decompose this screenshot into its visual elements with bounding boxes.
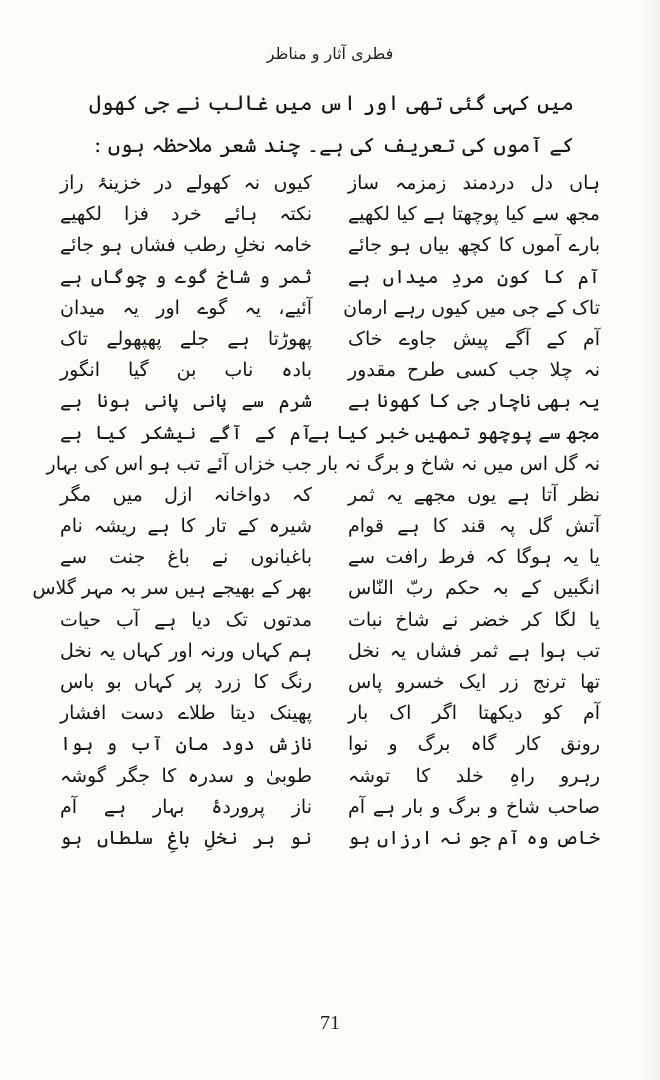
verse-line: مجھ سے پوچھو تمھیں خبر کیا ہے: [307, 421, 600, 444]
verse-line: صاحب شاخ و برگ و بار ہے آم: [348, 795, 600, 818]
verse-line: رنگ کا زرد پر کہاں بو باس: [60, 671, 312, 693]
verse-line: ثمر و شاخ گوے و چوگاں ہے: [60, 265, 312, 288]
verse-line: کہ دواخانہ ازل میں مگر: [60, 483, 312, 506]
page-gutter-shadow: [642, 0, 660, 1080]
verse-line: یا لگا کر خضر نے شاخ نبات: [348, 608, 600, 631]
verse-line: تب ہوا ہے ثمر فشاں یہ نخل: [348, 639, 600, 662]
verse-line: باغبانوں نے باغ جنت سے: [60, 546, 312, 569]
verse-line: نہ گل اس میں نہ شاخ و برگ نہ بار: [317, 452, 600, 475]
verse-line: مجھ سے کیا پوچھتا ہے کیا لکھیے: [348, 203, 600, 226]
verse-line: انگبیں کے بہ حکم ربّ النّاس: [348, 577, 600, 600]
verse-line: بھر کے بھیجے ہیں سر بہ مہر گلاس: [32, 577, 312, 600]
verse-line: پھینک دیتا طلاے دست افشار: [60, 702, 312, 725]
page-number: 71: [320, 1012, 340, 1034]
verse-line: ہم کہاں ورنہ اور کہاں یہ نخل: [60, 639, 312, 662]
verse-line: نکتہ ہائے خرد فزا لکھیے: [60, 203, 312, 226]
verse-line: بادہ ناب بن گیا انگور: [60, 359, 312, 382]
verse-line: آم کو دیکھتا اگر اک بار: [348, 702, 600, 725]
verse-line: آم کے آگے پیش جاوے خاک: [348, 327, 600, 350]
verse-line: کیوں نہ کھولے در خزینۂ راز: [60, 172, 312, 194]
intro-paragraph: میں کہی گئی تھی اور اس میں غالب نے جی کھول کے آموں کی تعریف کی ہے۔ چند شعر ملاحظہ ہوں :: [88, 91, 574, 157]
verse-line: آتش گل پہ قند کا ہے قوام: [348, 515, 600, 538]
verse-line: نظر آتا ہے یوں مجھے یہ ثمر: [348, 483, 600, 506]
verse-line: یہ بھی ناچار جی کا کھونا ہے: [348, 390, 600, 413]
verse-line: آم کے آگے نیشکر کیا ہے: [60, 421, 312, 444]
verse-line: شیرہ کے تار کا ہے ریشہ نام: [60, 515, 312, 538]
verse-line: بارے آموں کا کچھ بیاں ہو جائے: [348, 234, 600, 257]
verse-line: ناز پروردۂ بہار ہے آم: [60, 795, 312, 818]
verse-line: طوبیٰ و سدرہ کا جگر گوشہ: [60, 764, 312, 787]
running-header: فطری آثار و مناظر: [266, 44, 394, 63]
verse-line: خاص وہ آم جو نہ ارزاں ہو: [348, 826, 600, 849]
verse-line: آم کا کون مردِ میداں ہے: [348, 265, 600, 288]
verse-line: ہاں دل دردمند زمزمہ ساز: [348, 172, 600, 194]
verse-line: نازش دود مان آب و ہوا: [60, 733, 312, 756]
poem-columns: [32, 168, 600, 988]
verse-line: نہ چلا جب کسی طرح مقدور: [348, 359, 600, 382]
verse-line: آئیے، یہ گوے اور یہ میدان: [60, 296, 312, 319]
verse-line: نو بر نخلِ باغِ سلطاں ہو: [60, 826, 312, 849]
poem-left-column: [32, 168, 312, 988]
verse-line: پھوڑتا ہے جلے پھپھولے تاک: [60, 327, 312, 350]
verse-line: جب خزاں آئے تب ہو اس کی بہار: [46, 452, 312, 475]
verse-line: رہرو راہِ خلد کا توشہ: [348, 764, 600, 787]
verse-line: رونق کار گاہ برگ و نوا: [348, 733, 600, 756]
verse-line: تاک کے جی میں کیوں رہے ارمان: [343, 296, 600, 319]
verse-line: تھا ترنج زر ایک خسرو پاس: [348, 671, 600, 693]
verse-line: شرم سے پانی پانی ہونا ہے: [60, 390, 312, 413]
verse-line: خامہ نخلِ رطب فشاں ہو جائے: [60, 234, 312, 257]
verse-line: مدتوں تک دیا ہے آب حیات: [60, 608, 312, 631]
verse-line: یا یہ ہوگا کہ فرط رافت سے: [348, 546, 600, 569]
poem-right-column: [307, 168, 600, 988]
